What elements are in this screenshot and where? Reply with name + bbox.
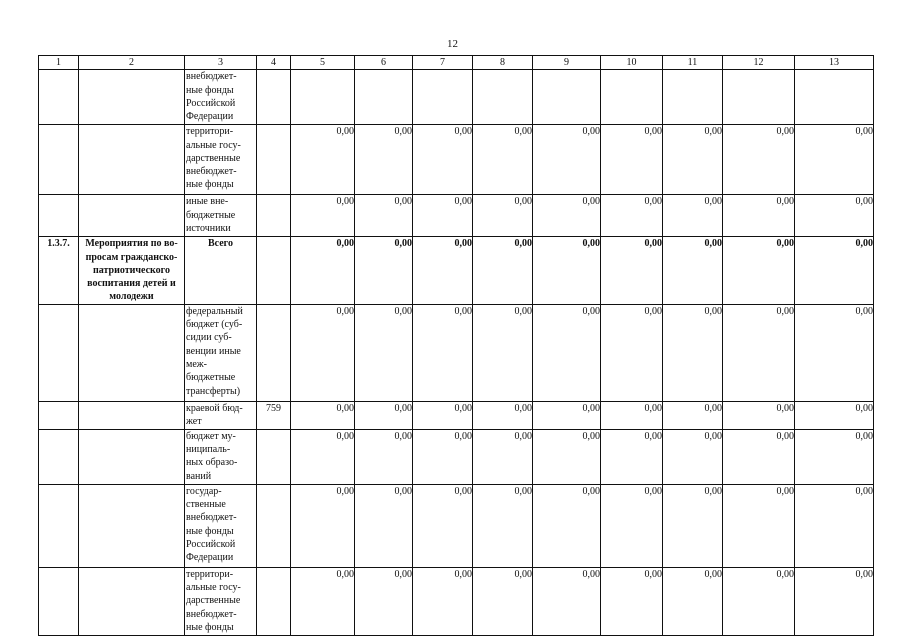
amount-cell: 0,00 [663,195,723,237]
amount-cell: 0,00 [601,429,663,484]
amount-cell: 0,00 [413,484,473,567]
amount-cell: 0,00 [533,401,601,429]
amount-cell: 0,00 [723,304,795,401]
amount-cell: 0,00 [413,429,473,484]
amount-cell: 0,00 [355,567,413,635]
item-number-cell [39,401,79,429]
column-header: 3 [185,56,257,70]
amount-cell: 0,00 [723,195,795,237]
code-cell: 759 [257,401,291,429]
amount-cell: 0,00 [413,567,473,635]
amount-cell [795,70,874,125]
amount-cell: 0,00 [291,567,355,635]
code-cell [257,429,291,484]
item-number-cell [39,304,79,401]
funding-source-cell: краевой бюд- жет [185,401,257,429]
code-cell [257,237,291,304]
amount-cell: 0,00 [355,125,413,195]
item-number-cell [39,429,79,484]
column-header: 12 [723,56,795,70]
amount-cell: 0,00 [795,429,874,484]
funding-source-cell: федеральный бюджет (суб- сидии суб- венции иные меж- бюджетные трансферты) [185,304,257,401]
amount-cell: 0,00 [601,304,663,401]
amount-cell: 0,00 [723,429,795,484]
amount-cell: 0,00 [473,401,533,429]
amount-cell: 0,00 [663,484,723,567]
column-header: 6 [355,56,413,70]
amount-cell: 0,00 [533,567,601,635]
activity-name-cell [79,70,185,125]
amount-cell: 0,00 [663,237,723,304]
activity-name-cell [79,484,185,567]
amount-cell: 0,00 [355,195,413,237]
amount-cell: 0,00 [795,401,874,429]
column-header: 5 [291,56,355,70]
code-cell [257,567,291,635]
amount-cell: 0,00 [601,567,663,635]
amount-cell: 0,00 [723,125,795,195]
table-row [39,70,874,125]
code-cell [257,304,291,401]
amount-cell: 0,00 [533,125,601,195]
column-header: 9 [533,56,601,70]
amount-cell: 0,00 [413,304,473,401]
table-row [39,304,874,401]
table-row [39,401,874,429]
funding-source-cell: государ- ственные внебюджет- ные фонды Российской Федерации [185,484,257,567]
amount-cell: 0,00 [663,125,723,195]
amount-cell [601,70,663,125]
amount-cell: 0,00 [601,237,663,304]
amount-cell: 0,00 [355,401,413,429]
amount-cell: 0,00 [795,567,874,635]
item-number-cell [39,195,79,237]
amount-cell: 0,00 [723,484,795,567]
amount-cell: 0,00 [601,484,663,567]
amount-cell [413,70,473,125]
amount-cell: 0,00 [723,567,795,635]
amount-cell: 0,00 [291,401,355,429]
item-number-cell [39,125,79,195]
amount-cell: 0,00 [663,304,723,401]
amount-cell: 0,00 [291,195,355,237]
item-number-cell [39,484,79,567]
amount-cell: 0,00 [473,429,533,484]
item-number-cell [39,567,79,635]
amount-cell: 0,00 [723,401,795,429]
amount-cell: 0,00 [413,125,473,195]
column-header: 4 [257,56,291,70]
column-header: 7 [413,56,473,70]
item-number-cell: 1.3.7. [39,237,79,304]
amount-cell: 0,00 [291,484,355,567]
amount-cell: 0,00 [723,237,795,304]
code-cell [257,125,291,195]
funding-source-cell: внебюджет- ные фонды Российской Федерации [185,70,257,125]
amount-cell: 0,00 [795,237,874,304]
amount-cell: 0,00 [291,429,355,484]
amount-cell [473,70,533,125]
table-row [39,429,874,484]
activity-name-cell [79,401,185,429]
table-row [39,237,874,304]
amount-cell: 0,00 [795,195,874,237]
amount-cell: 0,00 [413,195,473,237]
activity-name-cell [79,304,185,401]
header-row [39,56,874,70]
amount-cell: 0,00 [601,401,663,429]
amount-cell: 0,00 [533,237,601,304]
amount-cell: 0,00 [795,125,874,195]
amount-cell: 0,00 [473,237,533,304]
amount-cell: 0,00 [601,195,663,237]
amount-cell: 0,00 [663,567,723,635]
amount-cell: 0,00 [601,125,663,195]
column-header: 2 [79,56,185,70]
amount-cell: 0,00 [533,429,601,484]
table-row [39,125,874,195]
funding-source-cell: бюджет му- ниципаль- ных образо- ваний [185,429,257,484]
code-cell [257,195,291,237]
activity-name-cell [79,567,185,635]
amount-cell: 0,00 [533,195,601,237]
amount-cell: 0,00 [355,304,413,401]
funding-source-cell: территори- альные госу- дарственные внебюджет- ные фонды [185,125,257,195]
item-number-cell [39,70,79,125]
amount-cell: 0,00 [355,237,413,304]
table-body [39,56,874,636]
amount-cell: 0,00 [473,484,533,567]
budget-table [38,55,874,636]
amount-cell: 0,00 [473,567,533,635]
table-row [39,484,874,567]
table-row [39,195,874,237]
funding-source-cell: иные вне- бюджетные источники [185,195,257,237]
activity-name-cell: Мероприятия по во- просам гражданско- патриотического воспитания детей и молодежи [79,237,185,304]
column-header: 13 [795,56,874,70]
amount-cell: 0,00 [413,401,473,429]
amount-cell: 0,00 [355,484,413,567]
code-cell [257,484,291,567]
amount-cell: 0,00 [663,401,723,429]
amount-cell: 0,00 [795,484,874,567]
amount-cell: 0,00 [413,237,473,304]
amount-cell [723,70,795,125]
activity-name-cell [79,195,185,237]
page-number: 12 [447,38,458,50]
funding-source-cell: Всего [185,237,257,304]
amount-cell: 0,00 [533,304,601,401]
amount-cell: 0,00 [355,429,413,484]
amount-cell [355,70,413,125]
column-header: 1 [39,56,79,70]
column-header: 11 [663,56,723,70]
amount-cell: 0,00 [473,304,533,401]
activity-name-cell [79,125,185,195]
amount-cell [533,70,601,125]
activity-name-cell [79,429,185,484]
code-cell [257,70,291,125]
funding-source-cell: территори- альные госу- дарственные внебюджет- ные фонды [185,567,257,635]
column-header: 8 [473,56,533,70]
amount-cell [663,70,723,125]
amount-cell: 0,00 [663,429,723,484]
amount-cell: 0,00 [291,237,355,304]
amount-cell: 0,00 [291,125,355,195]
amount-cell: 0,00 [473,195,533,237]
table-row [39,567,874,635]
amount-cell [291,70,355,125]
amount-cell: 0,00 [795,304,874,401]
amount-cell: 0,00 [291,304,355,401]
amount-cell: 0,00 [473,125,533,195]
amount-cell: 0,00 [533,484,601,567]
column-header: 10 [601,56,663,70]
